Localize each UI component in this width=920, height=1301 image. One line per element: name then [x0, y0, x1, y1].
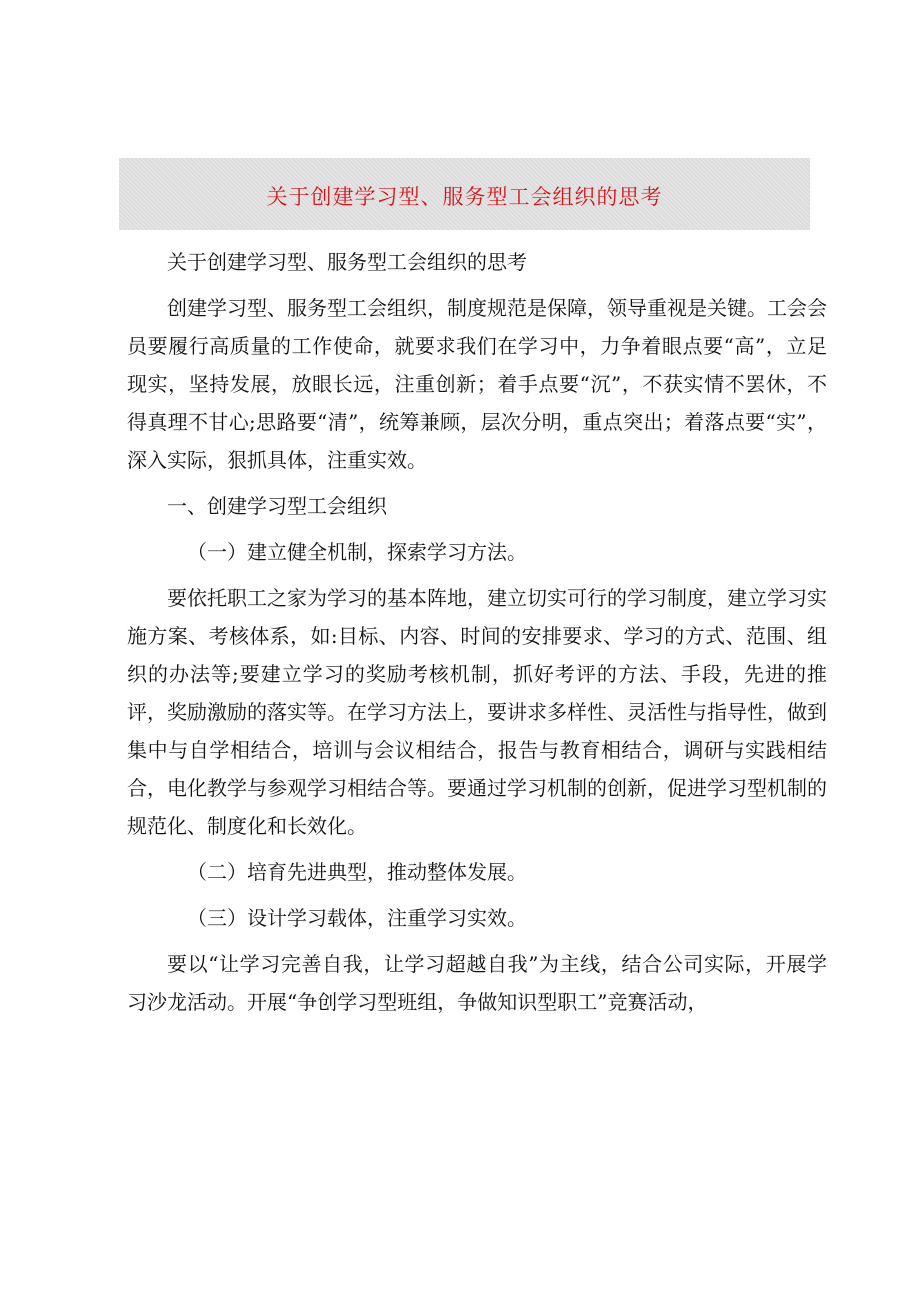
subsection-heading-3: （三）设计学习载体，注重学习实效。: [187, 906, 527, 930]
paragraph-body-2: 要以“让学习完善自我，让学习超越自我”为主线，结合公司实际，开展学习沙龙活动。开展“争创学习型班组，争做知识型职工”竞赛活动，: [127, 952, 827, 1014]
section-heading-1: 一、创建学习型工会组织: [167, 494, 387, 518]
paragraph-intro: 创建学习型、服务型工会组织，制度规范是保障，领导重视是关键。工会会员要履行高质量的工作使命，就要求我们在学习中，力争着眼点要“高”，立足现实，坚持发展，放眼长远，注重创新；着手点要“沉”，不获实情不罢休，不得真理不甘心;思路要“清”，统筹兼顾，层次分明，重点突出；着落点要“实”，深入实际，狠抓具体，注重实效。: [127, 296, 827, 472]
title-banner: [119, 158, 810, 230]
subsection-heading-2: （二）培育先进典型，推动整体发展。: [187, 860, 527, 884]
subsection-heading-1: （一）建立健全机制，探索学习方法。: [187, 540, 527, 564]
document-body: [127, 243, 827, 1029]
paragraph-body-1: 要依托职工之家为学习的基本阵地，建立切实可行的学习制度，建立学习实施方案、考核体系，如:目标、内容、时间的安排要求、学习的方式、范围、组织的办法等;要建立学习的奖励考核机制，抓好考评的方法、手段，先进的推评，奖励激励的落实等。在学习方法上，要讲求多样性、灵活性与指导性，做到集中与自学相结合，培训与会议相结合，报告与教育相结合，调研与实践相结合，电化教学与参观学习相结合等。要通过学习机制的创新，促进学习型机制的规范化、制度化和长效化。: [127, 586, 827, 838]
paragraph-subtitle: 关于创建学习型、服务型工会组织的思考: [167, 250, 527, 274]
document-title: 关于创建学习型、服务型工会组织的思考: [266, 185, 663, 209]
